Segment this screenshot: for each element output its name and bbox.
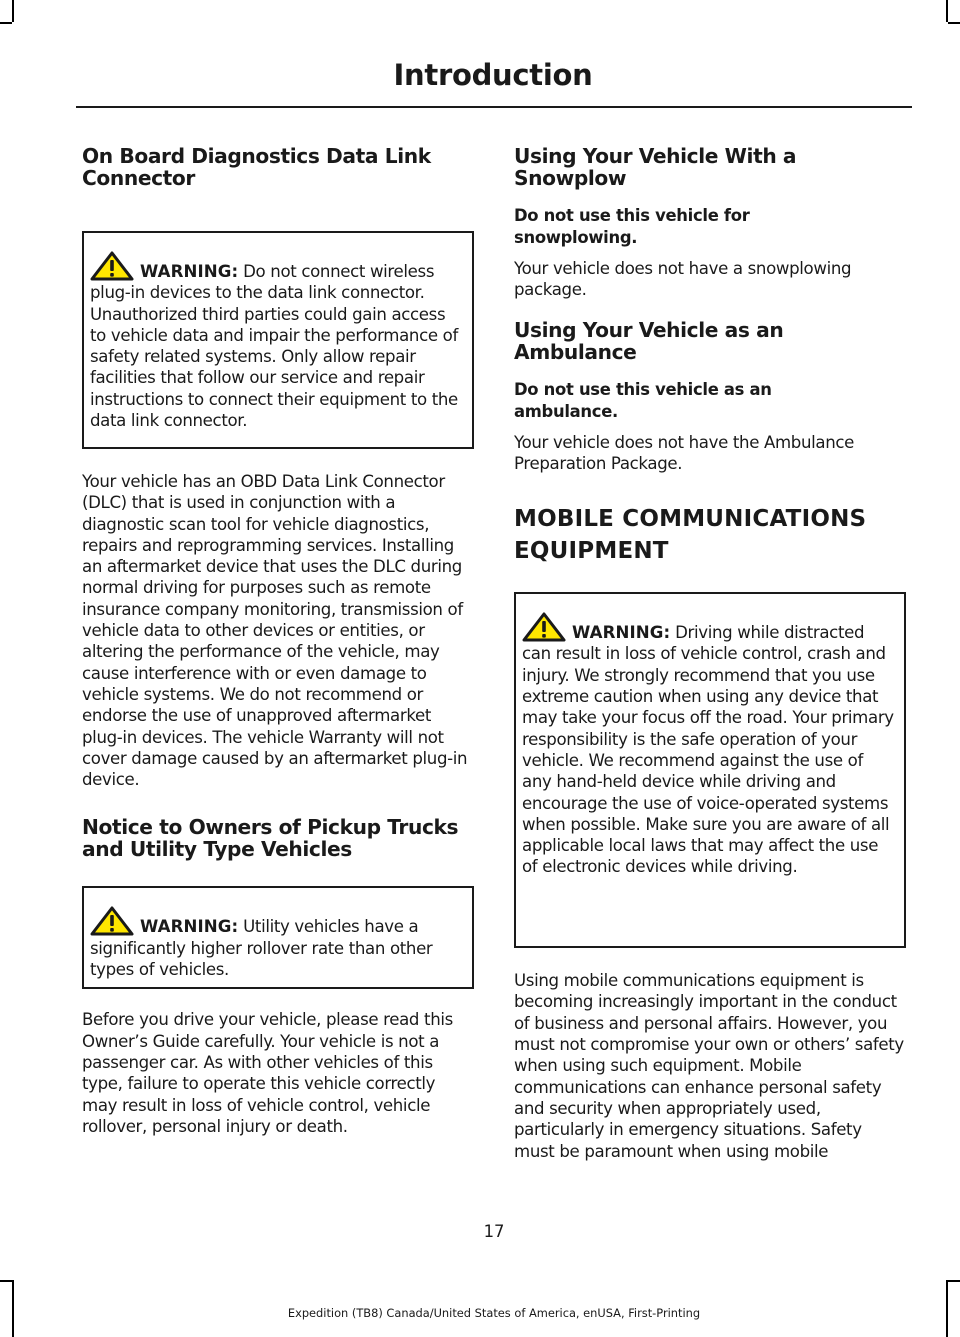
pickup-paragraph: Before you drive your vehicle, please read this Owner’s Guide carefully. Your vehicle is not a passenger car. As with other vehicles of this type, failure to operate this vehicle correctly may result in loss of vehicle control, vehicle rollover, personal injury or death.	[82, 1010, 453, 1136]
pickup-warning-box	[82, 886, 474, 989]
crop-mark	[948, 1280, 960, 1282]
mobile-warning-box	[514, 592, 906, 948]
obd-heading: On Board Diagnostics Data Link Connector	[82, 144, 431, 190]
crop-mark	[0, 22, 12, 24]
snowplow-heading: Using Your Vehicle With a Snowplow	[514, 144, 797, 190]
ambulance-heading: Using Your Vehicle as an Ambulance	[514, 317, 784, 364]
mobile-heading-line1: MOBILE COMMUNICATIONS	[514, 506, 867, 533]
ambulance-paragraph: Your vehicle does not have the Ambulance Preparation Package.	[514, 432, 855, 473]
warning-label: WARNING:	[140, 917, 239, 937]
warning-triangle-icon	[90, 251, 134, 281]
crop-mark	[12, 0, 14, 22]
snowplow-subheading: Do not use this vehicle for snowplowing.	[514, 206, 750, 247]
pickup-heading: Notice to Owners of Pickup Trucks and Utility Type Vehicles	[82, 815, 459, 862]
crop-mark	[946, 0, 948, 22]
obd-paragraph: Your vehicle has an OBD Data Link Connector (DLC) that is used in conjunction with a diagnostic scan tool for vehicle diagnostics, repairs and reprogramming services. Installing an aftermarket device that uses the DLC during normal driving for purposes such as remote insurance company monitoring, transmission of vehicle data to other devices or entities, or altering the performance of the vehicle, may cause interference with or even damage to vehicle systems. We do not recommend or endorse the use of unapproved aftermarket plug-in devices. The vehicle Warranty will not cover damage caused by an aftermarket plug-in device.	[82, 472, 468, 790]
page-title: Introduction	[393, 58, 593, 92]
mobile-heading-line2: EQUIPMENT	[514, 538, 669, 565]
left-column	[82, 145, 474, 1137]
pickup-warning-text	[90, 906, 464, 980]
warning-label: WARNING:	[572, 623, 671, 643]
obd-warning-text	[90, 251, 464, 431]
crop-mark	[0, 1280, 12, 1282]
obd-warning-box	[82, 231, 474, 449]
warning-label: WARNING:	[140, 262, 239, 281]
warning-body: Do not connect wireless plug-in devices to the data link connector. Unauthorized third parties could gain access to vehicle data and impair the performance of safety related systems. Only allow repair facilities that follow our service and repair instructions to connect their equipment to the data link connector.	[90, 262, 458, 431]
mobile-warning-text	[522, 612, 896, 878]
right-column	[514, 145, 906, 1162]
crop-mark	[948, 22, 960, 24]
warning-body: Utility vehicles have a significantly higher rollover rate than other types of vehicles.	[90, 917, 433, 980]
footer-text: Expedition (TB8) Canada/United States of America, enUSA, First-Printing	[287, 1306, 701, 1320]
warning-triangle-icon	[90, 906, 134, 936]
mobile-heading	[514, 504, 906, 566]
ambulance-subheading: Do not use this vehicle as an ambulance.	[514, 379, 772, 421]
header-divider	[76, 106, 912, 108]
warning-triangle-icon	[522, 612, 566, 642]
snowplow-paragraph: Your vehicle does not have a snowplowing package.	[514, 259, 852, 300]
mobile-paragraph: Using mobile communications equipment is becoming increasingly important in the conduct of business and personal affairs. However, you must not compromise your own or others’ safety when using such equipment. Mobile communications can enhance personal safety and security when appropriately used, particularly in emergency situations. Safety must be paramount when using mobile	[514, 971, 904, 1161]
warning-body: Driving while distracted can result in loss of vehicle control, crash and injury. We strongly recommend that you use extreme caution when using any device that may take your focus off the road. Your primary responsibility is the safe operation of your vehicle. We recommend against the use of any hand-held device while driving and encourage the use of voice-operated systems when possible. Make sure you are aware of all applicable local laws that may affect the use of electronic devices while driving.	[522, 623, 894, 877]
page-number: 17	[483, 1222, 505, 1241]
